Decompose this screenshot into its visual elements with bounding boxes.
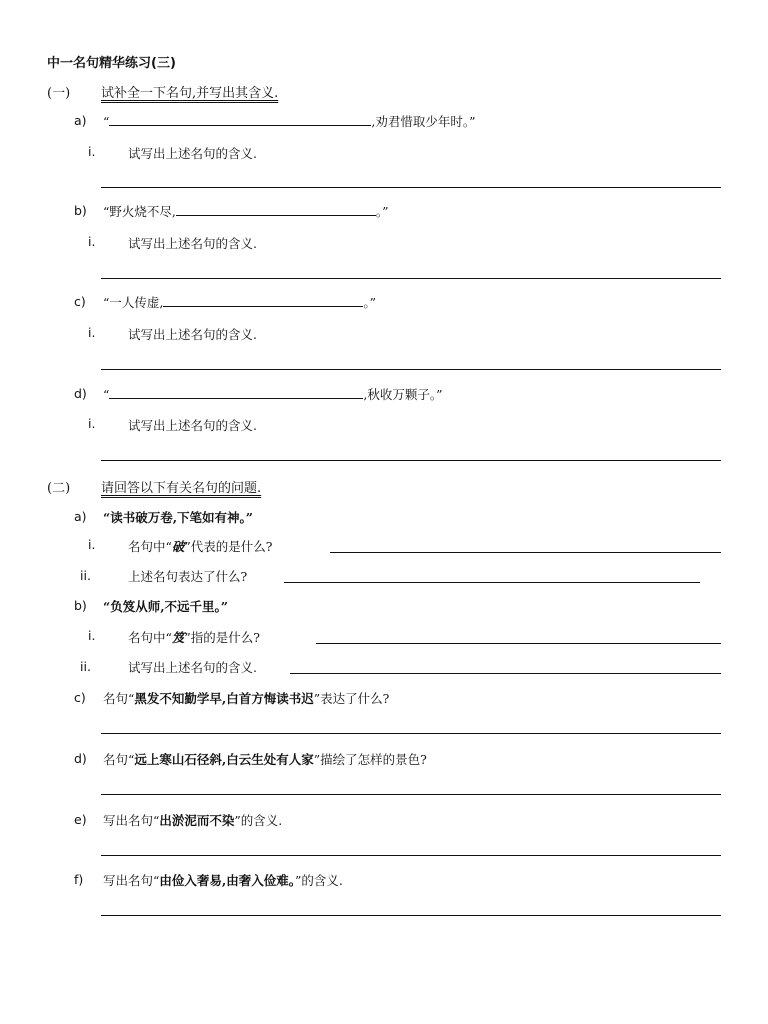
item-1c-label: c) <box>74 294 86 309</box>
item-2e-text: 写出名句“出淤泥而不染”的含义. <box>103 813 283 828</box>
fill-blank-1a[interactable] <box>109 113 371 126</box>
fill-blank-1b[interactable] <box>176 203 376 216</box>
item-1d-sub-text: 试写出上述名句的含义. <box>128 418 257 433</box>
section2-number: (二) <box>47 481 71 496</box>
item-2f-text: 写出名句“由俭入奢易,由奢入俭难。”的含义. <box>103 873 343 888</box>
answer-line-1a[interactable] <box>101 187 721 188</box>
item-2a-label: a) <box>74 509 87 524</box>
answer-line-2f[interactable] <box>101 915 721 916</box>
item-1a-sub-label: i. <box>88 144 96 159</box>
item-2c-text: 名句“黑发不知勤学早,白首方悔读书迟”表达了什么? <box>103 691 390 706</box>
answer-line-2c[interactable] <box>101 733 721 734</box>
item-1c-sub-text: 试写出上述名句的含义. <box>128 327 257 342</box>
item-1a-prompt: “ ,劝君惜取少年时。” <box>103 114 476 129</box>
item-2b-quote: “负笈从师,不远千里。” <box>103 599 228 614</box>
item-2a-q2-text: 上述名句表达了什么? <box>128 569 248 584</box>
item-1b-sub-label: i. <box>88 234 96 249</box>
answer-line-2a-ii[interactable] <box>284 582 700 583</box>
item-1d-label: d) <box>74 386 87 401</box>
keyword-po: 破 <box>171 539 185 554</box>
section1-number: (一) <box>47 86 71 101</box>
answer-line-1b[interactable] <box>101 278 721 279</box>
fill-blank-1c[interactable] <box>163 294 363 307</box>
item-2a-q1-label: i. <box>88 537 96 552</box>
answer-line-2b-i[interactable] <box>316 643 721 644</box>
item-2b-label: b) <box>74 598 87 613</box>
item-1c-prompt: “一人传虚, 。” <box>103 295 377 310</box>
item-2a-q1-text: 名句中“破”代表的是什么? <box>128 539 273 554</box>
item-1a-label: a) <box>74 113 87 128</box>
keyword-ji: 笈 <box>171 630 185 645</box>
item-1d-sub-label: i. <box>88 416 96 431</box>
item-2b-q2-label: ii. <box>80 659 91 674</box>
item-2d-text: 名句“远上寒山石径斜,白云生处有人家”描绘了怎样的景色? <box>103 752 427 767</box>
item-2b-q2-text: 试写出上述名句的含义. <box>128 660 257 675</box>
item-1a-sub-text: 试写出上述名句的含义. <box>128 146 257 161</box>
item-2b-q1-text: 名句中“笈”指的是什么? <box>128 630 260 645</box>
item-1b-prompt: “野火烧不尽, 。” <box>103 204 389 219</box>
answer-line-1c[interactable] <box>101 369 721 370</box>
item-2d-label: d) <box>74 751 87 766</box>
fill-blank-1d[interactable] <box>109 386 363 399</box>
item-2b-q1-label: i. <box>88 628 96 643</box>
item-2a-quote: “读书破万卷,下笔如有神。” <box>103 510 253 525</box>
answer-line-2e[interactable] <box>101 855 721 856</box>
item-1b-sub-text: 试写出上述名句的含义. <box>128 236 257 251</box>
section2-instruction: 请回答以下有关名句的问题. <box>101 481 262 496</box>
answer-line-2d[interactable] <box>101 794 721 795</box>
item-1c-sub-label: i. <box>88 325 96 340</box>
item-2e-label: e) <box>74 812 87 827</box>
section1-instruction: 试补全一下名句,并写出其含义. <box>101 86 279 101</box>
answer-line-2b-ii[interactable] <box>290 673 721 674</box>
item-1d-prompt: “ ,秋收万颗子。” <box>103 387 443 402</box>
item-2a-q2-label: ii. <box>80 568 91 583</box>
item-2f-label: f) <box>74 872 84 887</box>
answer-line-2a-i[interactable] <box>330 552 721 553</box>
item-1b-label: b) <box>74 203 87 218</box>
page-title: 中一名句精华练习(三) <box>47 56 176 71</box>
item-2c-label: c) <box>74 690 86 705</box>
answer-line-1d[interactable] <box>101 460 721 461</box>
